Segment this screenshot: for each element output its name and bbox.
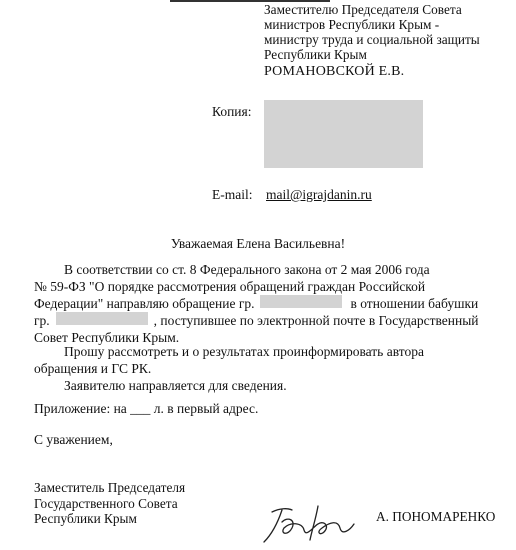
text-fragment: , поступившее по электронной почте в Государственный bbox=[153, 313, 479, 328]
addressee-name: РОМАНОВСКОЙ Е.В. bbox=[264, 64, 405, 79]
text-line bbox=[34, 312, 502, 329]
signer-line: Заместитель Председателя bbox=[34, 480, 186, 495]
signer-title bbox=[34, 480, 185, 527]
redacted-grandmother-name bbox=[56, 312, 148, 325]
signer-line: Республики Крым bbox=[34, 511, 137, 526]
text-line bbox=[34, 261, 502, 278]
redacted-copy-recipients bbox=[264, 100, 423, 168]
addressee-line: Республики Крым bbox=[264, 47, 367, 62]
text-line bbox=[34, 360, 502, 377]
signer-line: Государственного Совета bbox=[34, 495, 178, 511]
text-fragment: обращения и ГС РК. bbox=[34, 361, 152, 376]
text-fragment: Федерации" направляю обращение гр. bbox=[34, 296, 255, 311]
addressee-line: Заместителю Председателя Совета bbox=[264, 2, 462, 17]
text-fragment: Заявителю направляется для сведения. bbox=[64, 378, 287, 393]
closing-regards: С уважением, bbox=[34, 432, 113, 447]
copy-label: Копия: bbox=[212, 104, 252, 119]
addressee-line: министру труда и социальной защиты bbox=[264, 32, 480, 47]
text-fragment: Совет Республики Крым. bbox=[34, 330, 180, 345]
text-fragment: в отношении бабушки bbox=[350, 296, 479, 311]
handwritten-signature bbox=[258, 500, 362, 546]
text-fragment: № 59-ФЗ "О порядке рассмотрения обращений граждан Российской bbox=[34, 279, 426, 294]
addressee-block bbox=[264, 2, 480, 79]
text-fragment: гр. bbox=[34, 313, 50, 328]
email-link[interactable]: mail@igrajdanin.ru bbox=[266, 187, 372, 202]
text-line bbox=[34, 377, 502, 394]
redacted-applicant-name bbox=[260, 295, 342, 308]
paragraph-notice bbox=[34, 377, 502, 394]
text-line bbox=[34, 343, 502, 360]
paragraph-request bbox=[34, 343, 502, 377]
text-line bbox=[34, 278, 502, 295]
greeting: Уважаемая Елена Васильевна! bbox=[170, 236, 346, 251]
addressee-line: министров Республики Крым - bbox=[264, 17, 440, 32]
signer-name: А. ПОНОМАРЕНКО bbox=[376, 509, 496, 524]
appendix-line: Приложение: на ___ л. в первый адрес. bbox=[34, 401, 259, 416]
text-line bbox=[34, 295, 502, 312]
text-fragment: В соответствии со ст. 8 Федерального закона от 2 мая 2006 года bbox=[64, 262, 430, 277]
text-fragment: Прошу рассмотреть и о результатах проинформировать автора bbox=[64, 344, 424, 359]
email-label: E-mail: bbox=[212, 187, 253, 202]
paragraph-main bbox=[34, 261, 502, 346]
